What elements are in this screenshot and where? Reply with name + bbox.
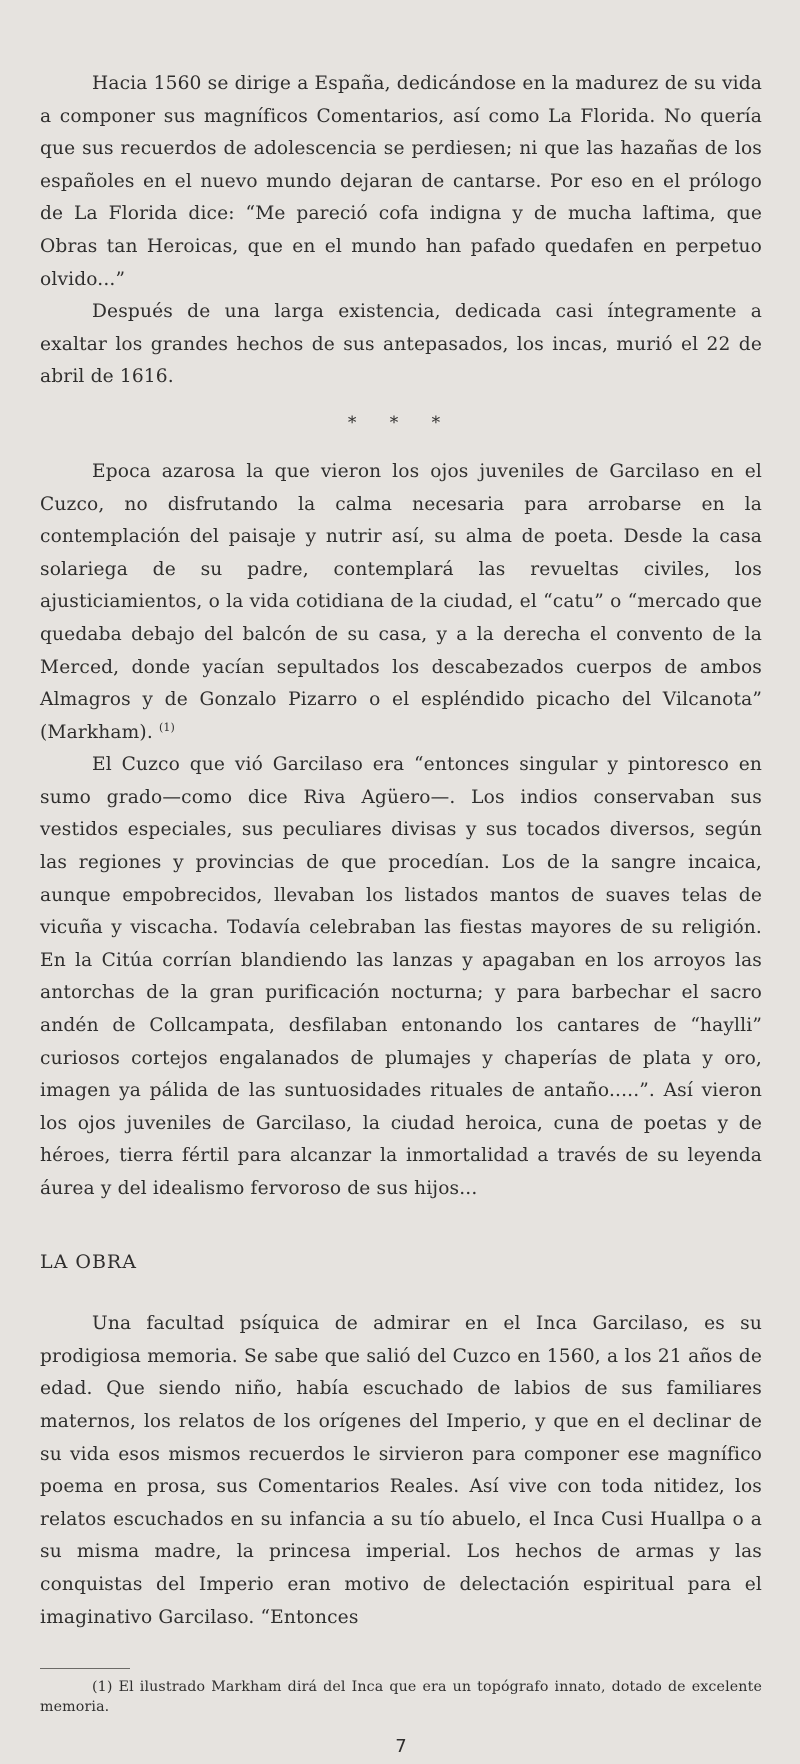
page-number: 7 xyxy=(395,1736,407,1758)
footnote-reference: (1) xyxy=(158,720,175,734)
paragraph-florida: Hacia 1560 se dirige a España, dedicándose en la madurez de su vida a componer sus magníficos Comentarios, así como La Florida. No quería que sus recuerdos de adolescencia se perdiesen; ni que las hazañas de los españoles en el nuevo mundo dejaran de cantarse. Por eso en el prólogo de La Florida dice: “Me pareció cofa indigna y de mucha laftima, que Obras tan Heroicas, que en el mundo han pafado quedafen en perpetuo olvido...” xyxy=(40,73,762,290)
paragraph-cuzco-description: El Cuzco que vió Garcilaso era “entonces singular y pintoresco en sumo grado—como dice Riva Agüero—. Los indios conservaban sus vestidos especiales, sus peculiares divisas y sus tocados diversos, según las regiones y provincias de que procedían. Los de la sangre incaica, aunque empobrecidos, llevaban los listados mantos de suaves telas de vicuña y viscacha. Todavía celebraban las fiestas mayores de su religión. En la Citúa corrían blandiendo las lanzas y apagaban en los arroyos las antorchas de la gran purificación nocturna; y para barbechar el sacro andén de Collcampata, desfilaban entonando los cantares de “haylli” curiosos cortejos engalanados de plumajes y chaperías de plata y oro, imagen ya pálida de las suntuosidades rituales de antaño.....”. Así vieron los ojos juveniles de Garcilaso, la ciudad heroica, cuna de poetas y de héroes, tierra fértil para alcanzar la inmortalidad a través de su leyenda áurea y del idealismo fervoroso de sus hijos... xyxy=(40,754,762,1199)
book-page xyxy=(40,68,762,1764)
section-separator: * * * xyxy=(347,412,455,433)
section-title: LA OBRA xyxy=(40,1250,137,1273)
paragraph-cuzco-epoch-text: Epoca azarosa la que vieron los ojos juveniles de Garcilaso en el Cuzco, no disfrutando la calma necesaria para arrobarse en la contemplación del paisaje y nutrir así, su alma de poeta. Desde la casa solariega de su padre, contemplará las revueltas civiles, los ajusticiamientos, o la vida cotidiana de la ciudad, el “catu” o “mercado que quedaba debajo del balcón de su casa, y a la derecha el convento de la Merced, donde yacían sepultados los descabezados cuerpos de ambos Almagros y de Gonzalo Pizarro o el espléndido picacho del Vilcanota” (Markham). xyxy=(40,460,762,743)
paragraph-cuzco-epoch xyxy=(40,456,762,749)
paragraph-death: Después de una larga existencia, dedicada casi íntegramente a exaltar los grandes hechos de sus antepasados, los incas, murió el 22 de abril de 1616. xyxy=(40,301,762,388)
footnote: (1) El ilustrado Markham dirá del Inca que era un topógrafo innato, dotado de excelente memoria. xyxy=(40,1679,762,1716)
footnote-divider xyxy=(40,1668,130,1669)
paragraph-la-obra: Una facultad psíquica de admirar en el Inca Garcilaso, es su prodigiosa memoria. Se sabe que salió del Cuzco en 1560, a los 21 años de edad. Que siendo niño, había escuchado de labios de sus familiares maternos, los relatos de los orígenes del Imperio, y que en el declinar de su vida esos mismos recuerdos le sirvieron para componer ese magnífico poema en prosa, sus Comentarios Reales. Así vive con toda nitidez, los relatos escuchados en su infancia a su tío abuelo, el Inca Cusi Huallpa o a su misma madre, la princesa imperial. Los hechos de armas y las conquistas del Imperio eran motivo de delectación espiritual para el imaginativo Garcilaso. “Entonces xyxy=(40,1313,762,1628)
